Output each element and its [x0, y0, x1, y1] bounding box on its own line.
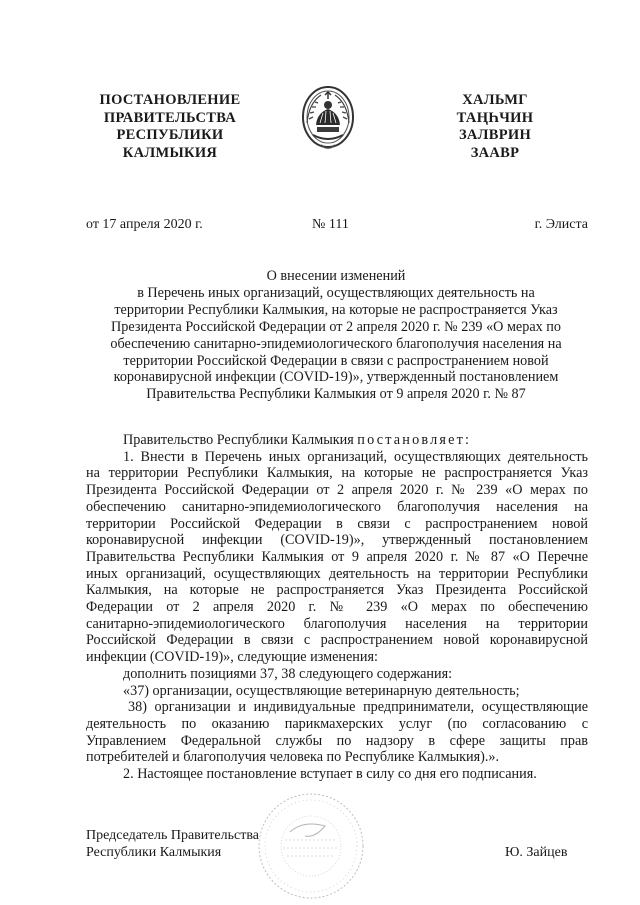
- title-line: территории Российской Федерации в связи с распространением новой: [123, 352, 549, 369]
- paragraph-line: территории Российской Федерации в связи с распространением новой: [86, 515, 588, 532]
- paragraph-line: Российской Федерации в связи с распространением новой коронавирусной: [86, 632, 588, 649]
- header-left-line: КАЛМЫКИЯ: [122, 144, 218, 161]
- document-body: [86, 432, 588, 783]
- signature-position-line: Республики Калмыкия: [86, 844, 222, 860]
- title-line: Правительства Республики Калмыкия от 9 апреля 2020 г. № 87: [146, 386, 526, 403]
- paragraph-line: Калмыкия, на которые не распространяется Указ Президента Российской: [86, 582, 588, 599]
- header-left-line: РЕСПУБЛИКИ: [116, 127, 224, 143]
- item-38-line: Управлением Федеральной службы по надзору в сфере защиты прав: [86, 732, 588, 749]
- document-number: № 111: [312, 217, 349, 232]
- item-38: [86, 699, 588, 766]
- paragraph-2: 2. Настоящее постановление вступает в силу со дня его подписания.: [123, 766, 537, 783]
- paragraph-line: обеспечению санитарно-эпидемиологического благополучия населения на: [86, 498, 588, 515]
- title-line: обеспечению санитарно-эпидемиологического благополучия населения на: [110, 335, 562, 352]
- document-city: г. Элиста: [534, 217, 588, 232]
- header-right-title: [430, 92, 560, 162]
- signature-position: [86, 828, 259, 862]
- item-37: «37) организации, осуществляющие ветеринарную деятельность;: [123, 682, 520, 699]
- header-left-line: ПРАВИТЕЛЬСТВА: [103, 109, 237, 126]
- paragraph-line: коронавирусной инфекции (COVID-19)», утвержденный постановлением: [86, 532, 588, 549]
- paragraph-line: Президента Российской Федерации от 2 апреля 2020 г. № 239 «О мерах по: [86, 482, 588, 499]
- signatory-name: Ю. Зайцев: [505, 845, 568, 860]
- paragraph-line: иных организаций, осуществляющих деятельность на территории Республики: [86, 565, 588, 582]
- document-date: от 17 апреля 2020 г.: [86, 217, 203, 232]
- paragraph-line: на территории Республики Калмыкия, на которые не распространяется Указ: [86, 465, 588, 482]
- paragraph-1: [86, 449, 588, 666]
- header-left-line: ПОСТАНОВЛЕНИЕ: [99, 92, 241, 108]
- preamble-keyword: постановляет:: [357, 432, 472, 448]
- supplement-line: дополнить позициями 37, 38 следующего содержания:: [123, 665, 453, 682]
- paragraph-line: Федерации от 2 апреля 2020 г. № 239 «О мерах по обеспечению: [86, 599, 588, 616]
- paragraph-line: 1. Внести в Перечень иных организаций, осуществляющих деятельность: [123, 448, 588, 465]
- dateline: [86, 217, 588, 235]
- item-38-line: деятельность по оказанию парикмахерских услуг (по согласованию с: [86, 715, 588, 732]
- header-right-line: ЗАЛВРИН: [458, 127, 532, 143]
- preamble: [86, 432, 588, 449]
- document-title: [84, 268, 588, 403]
- official-stamp-icon: [255, 790, 367, 902]
- header-left-title: [80, 92, 260, 162]
- item-38-line: 38) организации и индивидуальные предприниматели, осуществляющие: [128, 699, 588, 716]
- paragraph-line: Правительства Республики Калмыкия от 9 апреля 2020 г. № 87 «О Перечне: [86, 548, 588, 565]
- title-line: коронавирусной инфекции (COVID-19)», утвержденный постановлением: [113, 369, 559, 386]
- kalmykia-emblem-icon: [299, 83, 357, 155]
- title-line: Президента Российской Федерации от 2 апреля 2020 г. № 239 «О мерах по: [111, 318, 561, 335]
- title-line: территории Республики Калмыкия, на которые не распространяется Указ: [114, 301, 558, 318]
- paragraph-line: инфекции (COVID-19)», следующие изменения:: [86, 649, 378, 666]
- header-right-line: ТАҢҺЧИН: [456, 109, 534, 126]
- item-38-line: потребителей и благополучия человека по Республике Калмыкия).».: [86, 749, 500, 766]
- signature-position-line: Председатель Правительства: [86, 828, 259, 843]
- paragraph-line: санитарно-эпидемиологического благополучия населения на территории: [86, 615, 588, 632]
- header-right-line: ХАЛЬМГ: [462, 92, 528, 108]
- preamble-text: Правительство Республики Калмыкия: [123, 432, 354, 448]
- title-line: О внесении изменений: [266, 268, 406, 284]
- title-line: в Перечень иных организаций, осуществляющих деятельность на: [137, 284, 535, 301]
- header-right-line: ЗААВР: [470, 144, 520, 161]
